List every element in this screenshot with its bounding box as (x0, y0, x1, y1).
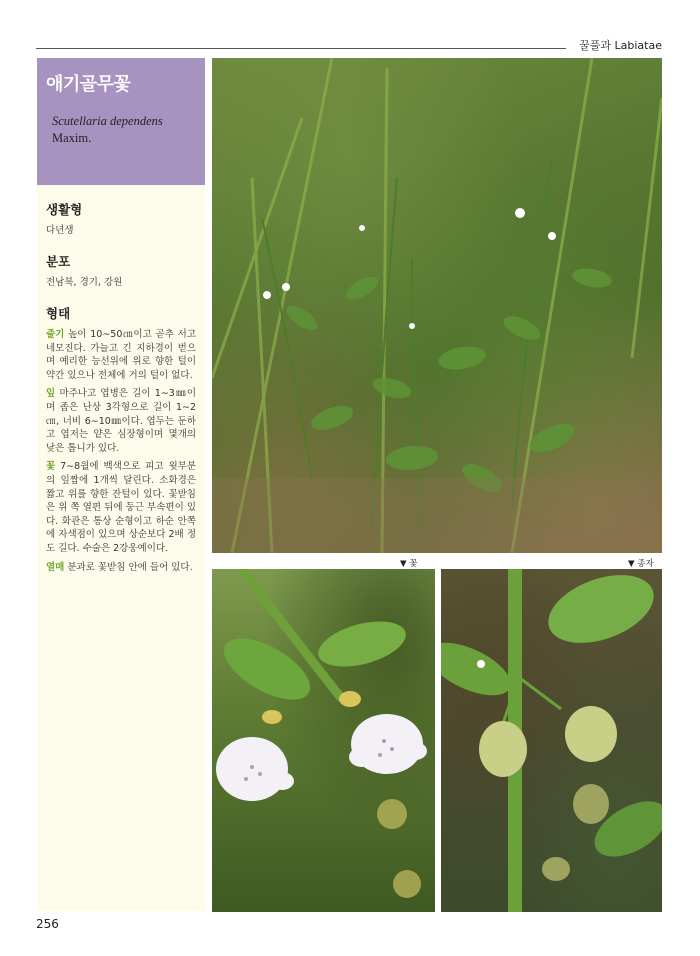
morphology-heading: 형태 (46, 306, 71, 321)
author-citation: Maxim. (52, 131, 92, 145)
flower-text: 7∼8월에 백색으로 피고 윗부분의 잎짬에 1개씩 달린다. 소화경은 짧고 위를 향한 잔털이 있다. 꽃받침은 위 쪽 열편 뒤에 둥근 부속편이 있다. 화관은 통상 순형이고 하순 안쪽에 자색점이 있으며 상순보다 2배 정도 길다. 수술은 2강웅예이다. (46, 461, 196, 554)
fruit-paragraph (46, 561, 196, 575)
family-header: 꿀풀과 Labiatae (579, 39, 662, 52)
page-number: 256 (36, 917, 59, 931)
scientific-name: Scutellaria dependens (52, 114, 163, 128)
leaf-label: 잎 (46, 388, 56, 400)
life-form-heading: 생활형 (46, 202, 83, 217)
flower-photo-caption: ▼ 꽃 (400, 559, 418, 569)
seed-photo-caption: ▼ 종자 (628, 559, 654, 569)
leaf-paragraph (46, 387, 196, 455)
stem-paragraph (46, 328, 196, 382)
description-panel (37, 185, 205, 911)
flower-photo (212, 569, 435, 912)
flower-paragraph (46, 460, 196, 555)
habit-photo (212, 58, 662, 553)
species-title-box (37, 58, 205, 185)
header-rule (36, 48, 566, 49)
fruit-label: 열매 (46, 561, 65, 573)
fruit-text: 분과로 꽃받침 안에 들어 있다. (64, 561, 193, 573)
stem-label: 줄기 (46, 329, 65, 340)
flower-label: 꽃 (46, 461, 56, 473)
life-form-text: 다년생 (46, 225, 74, 236)
distribution-text: 전남북, 경기, 강원 (46, 277, 123, 288)
stem-text: 높이 10∼50㎝이고 곧추 서고 네모진다. 가늘고 긴 지하경이 벋으며 예리한 능선위에 위로 향한 털이 약간 있으나 전체에 거의 털이 없다. (46, 329, 196, 381)
distribution-heading: 분포 (46, 254, 71, 269)
korean-name: 애기골무꽃 (46, 74, 131, 95)
seed-photo (441, 569, 662, 912)
leaf-text: 마주나고 엽병은 길이 1∼3㎜이며 좁은 난상 3각형으로 길이 1∼2㎝, 너비 6∼10㎜이다. 엽두는 둔하고 엽저는 얕은 심장형이며 몇개의 낮은 톱니가 있다. (46, 388, 196, 454)
